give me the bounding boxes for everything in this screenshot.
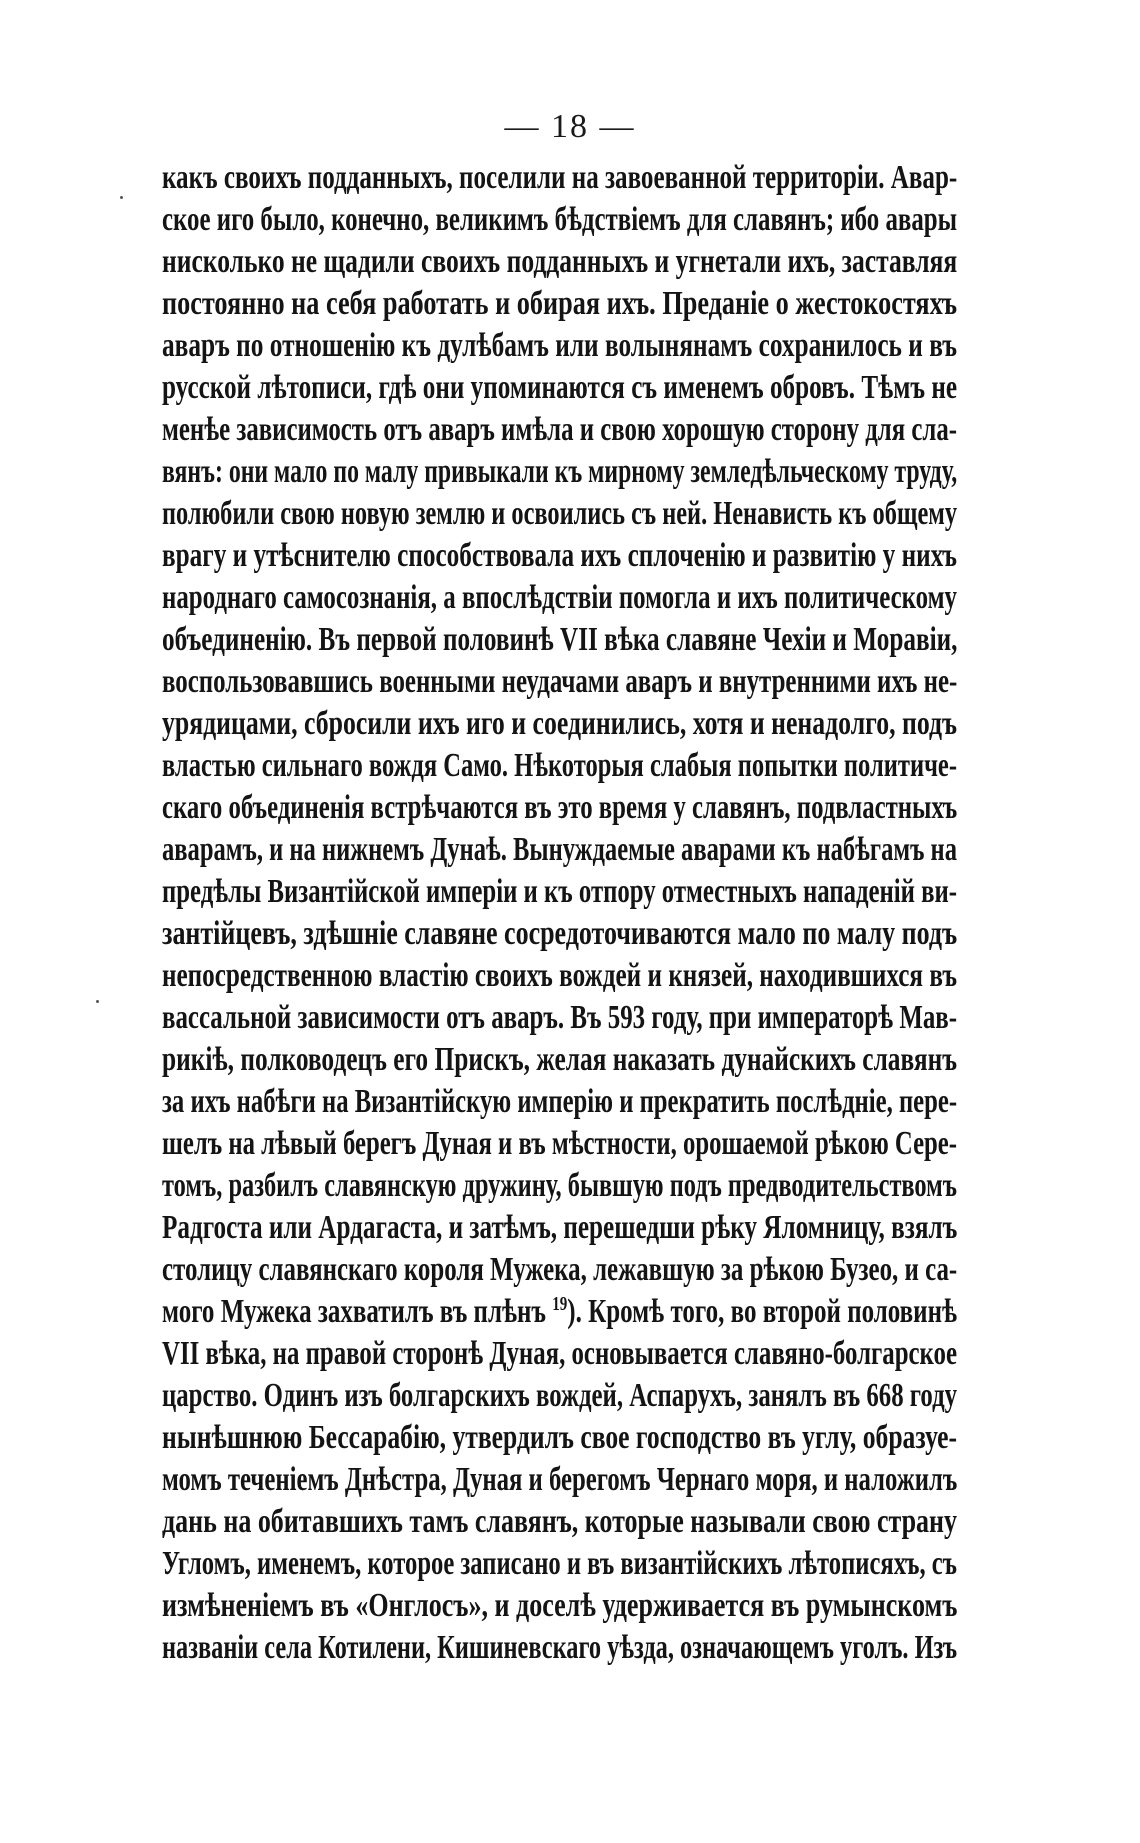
text-line: скаго объединенія встрѣчаются въ это время у славянъ, подвластныхъ (162, 788, 958, 826)
text-line: столицу славянскаго короля Мужека, лежавшую за рѣкою Бузео, и са- (162, 1250, 958, 1288)
text-line: объединенію. Въ первой половинѣ VII вѣка славяне Чехіи и Моравіи, (162, 620, 958, 658)
text-line: шелъ на лѣвый берегъ Дуная и въ мѣстности, орошаемой рѣкою Сере- (162, 1124, 957, 1162)
text-line: полюбили свою новую землю и освоились съ ней. Ненависть къ общему (162, 494, 958, 532)
text-line: момъ теченіемъ Днѣстра, Дуная и берегомъ Чернаго моря, и наложилъ (162, 1460, 958, 1498)
text-line: менѣе зависимость отъ аваръ имѣла и свою хорошую сторону для сла- (162, 410, 957, 448)
text-line: мого Мужека захватилъ въ плѣнъ $^{19}$). Кромѣ того, во второй половинѣ (162, 1291, 957, 1330)
margin-mark (120, 196, 123, 199)
text-line: дань на обитавшихъ тамъ славянъ, которые называли свою страну (162, 1502, 957, 1540)
text-line: народнаго самосознанія, а впослѣдствіи помогла и ихъ политическому (162, 578, 957, 616)
text-line: Радгоста или Ардагаста, и затѣмъ, перешедши рѣку Яломницу, взялъ (162, 1208, 958, 1246)
text-line: какъ своихъ подданныхъ, поселили на завоеванной территоріи. Авар- (162, 158, 958, 196)
text-line: русской лѣтописи, гдѣ они упоминаются съ именемъ обровъ. Тѣмъ не (162, 368, 957, 406)
text-line: нынѣшнюю Бессарабію, утвердилъ свое господство въ углу, образуе- (162, 1418, 957, 1456)
text-line: названіи села Котилени, Кишиневскаго уѣзда, означающемъ уголъ. Изъ (162, 1628, 958, 1666)
body-text (162, 157, 1140, 1669)
text-line: вассальной зависимости отъ аваръ. Въ 593 году, при императорѣ Мав- (162, 998, 957, 1036)
text-line: Угломъ, именемъ, которое записано и въ византійскихъ лѣтописяхъ, съ (162, 1544, 958, 1582)
page-number: — 18 — (504, 108, 636, 145)
text-line: нисколько не щадили своихъ подданныхъ и угнетали ихъ, заставляя (162, 242, 958, 280)
text-line: урядицами, сбросили ихъ иго и соединились, хотя и ненадолго, подъ (162, 704, 957, 742)
text-line: царство. Одинъ изъ болгарскихъ вождей, Аспарухъ, занялъ въ 668 году (162, 1376, 958, 1414)
text-line: измѣненіемъ въ «Онглосъ», и доселѣ удерживается въ румынскомъ (162, 1586, 958, 1624)
text-line: аварамъ, и на нижнемъ Дунаѣ. Вынуждаемые аварами къ набѣгамъ на (162, 830, 957, 868)
text-line: за ихъ набѣги на Византійскую имперію и прекратить послѣдніе, пере- (162, 1082, 958, 1120)
text-line: ское иго было, конечно, великимъ бѣдствіемъ для славянъ; ибо авары (162, 200, 957, 238)
text-line: врагу и утѣснителю способствовала ихъ сплоченію и развитію у нихъ (162, 536, 957, 574)
text-line: VII вѣка, на правой сторонѣ Дуная, основывается славяно-болгарское (162, 1334, 957, 1372)
text-line: властью сильнаго вождя Само. Нѣкоторыя слабыя попытки политиче- (162, 746, 957, 784)
footnote-tail: ). Кромѣ того, во второй половинѣ (567, 1292, 957, 1330)
text-line: томъ, разбилъ славянскую дружину, бывшую подъ предводительствомъ (162, 1166, 957, 1204)
footnote-reference: 19 (552, 1291, 568, 1315)
text-line: аваръ по отношенію къ дулѣбамъ или волынянамъ сохранилось и въ (162, 326, 957, 364)
margin-mark (96, 1000, 99, 1003)
text-line: рикіѣ, полководецъ его Прискъ, желая наказать дунайскихъ славянъ (162, 1040, 957, 1078)
text-line: вянъ: они мало по малу привыкали къ мирному земледѣльческому труду, (162, 452, 958, 490)
text-line: зантійцевъ, здѣшніе славяне сосредоточиваются мало по малу подъ (162, 914, 958, 952)
text-line: непосредственною властію своихъ вождей и князей, находившихся въ (162, 956, 957, 994)
text-line: воспользовавшись военными неудачами аваръ и внутренними ихъ не- (162, 662, 958, 700)
text-line: постоянно на себя работать и обирая ихъ. Преданіе о жестокостяхъ (162, 284, 957, 322)
text-line: предѣлы Византійской имперіи и къ отпору отместныхъ нападеній ви- (162, 872, 958, 910)
